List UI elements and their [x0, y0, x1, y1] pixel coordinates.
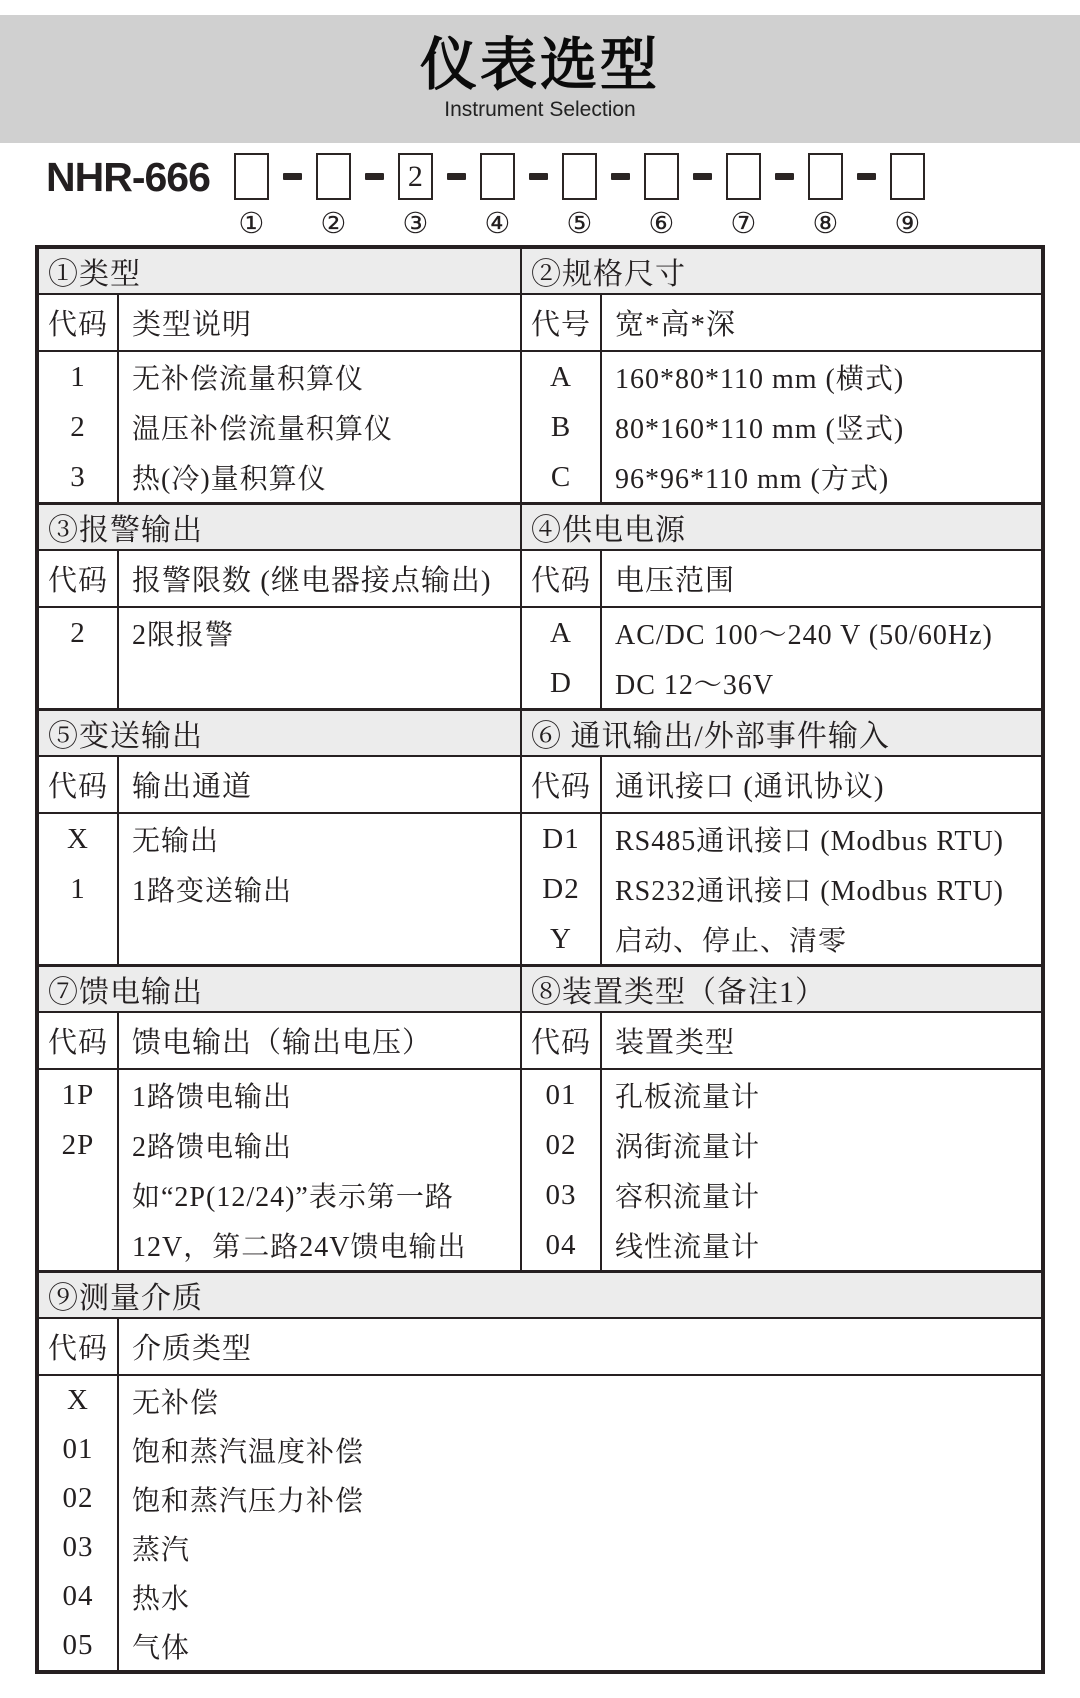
row-desc: 饱和蒸汽压力补偿 [132, 1485, 365, 1517]
row-desc: 2限报警 [132, 620, 235, 651]
model-code-line [46, 153, 1080, 239]
row-code [39, 1170, 119, 1220]
row-desc: 孔板流量计 [615, 1082, 761, 1113]
code-header: 代码 [39, 295, 119, 350]
row-code: D [522, 658, 602, 708]
dash-separator-icon [693, 173, 712, 180]
row-code: 04 [39, 1572, 119, 1621]
column-header-row [522, 757, 1041, 814]
row-desc: 96*96*110 mm (方式) [615, 464, 890, 495]
desc-header: 宽*高*深 [615, 309, 737, 341]
row-desc: 无输出 [132, 826, 220, 857]
section-title: ⑨测量介质 [39, 1273, 1041, 1319]
section-title: ⑤变送输出 [39, 711, 520, 757]
code-header: 代码 [39, 1013, 119, 1068]
section-alarm-output [39, 505, 522, 708]
table-row [522, 864, 1041, 914]
dash-separator-icon [283, 173, 302, 180]
row-code: X [39, 1376, 119, 1425]
model-slot [726, 153, 761, 239]
page-title: 仪表选型 [420, 33, 660, 98]
code-header: 代号 [522, 295, 602, 350]
row-code: B [522, 402, 602, 452]
filler-row [39, 658, 520, 708]
table-row [522, 452, 1041, 502]
model-box [316, 153, 351, 200]
row-desc: 12V，第二路24V馈电输出 [132, 1232, 467, 1263]
section-title: ④供电电源 [522, 505, 1041, 551]
row-code: X [39, 814, 119, 864]
model-slot [316, 153, 351, 239]
dash-separator-icon [529, 173, 548, 180]
row-code: 02 [522, 1120, 602, 1170]
model-slot [808, 153, 843, 239]
table-row [39, 864, 520, 914]
desc-header: 输出通道 [132, 771, 253, 803]
column-header-row [39, 295, 520, 352]
row-desc: 容积流量计 [615, 1182, 761, 1213]
row-code: 02 [39, 1474, 119, 1523]
section-title: ①类型 [39, 249, 520, 295]
model-box [890, 153, 925, 200]
table-row [39, 608, 520, 658]
model-slot-label: ③ [402, 208, 429, 240]
section-communication [522, 711, 1041, 964]
table-row [39, 1220, 520, 1270]
table-row [522, 658, 1041, 708]
dash-separator-icon [611, 173, 630, 180]
table-row [39, 1621, 1041, 1670]
section-dimensions [522, 249, 1041, 502]
row-desc: 气体 [132, 1632, 191, 1664]
row-desc: 1路变送输出 [132, 876, 293, 907]
table-row [39, 402, 520, 452]
table-row [39, 1120, 520, 1170]
row-desc: 无补偿流量积算仪 [132, 364, 365, 395]
row-code: C [522, 452, 602, 502]
row-desc: 温压补偿流量积算仪 [132, 414, 394, 445]
rows [39, 1376, 1041, 1670]
model-box [808, 153, 843, 200]
desc-header: 馈电输出（输出电压） [132, 1027, 433, 1059]
section-title: ⑥ 通讯输出/外部事件输入 [522, 711, 1041, 757]
row-code: 1 [39, 352, 119, 402]
row-code: 1P [39, 1070, 119, 1120]
column-header-row [39, 1013, 520, 1070]
row-desc: 启动、停止、清零 [615, 926, 848, 957]
table-row [39, 352, 520, 402]
model-box [480, 153, 515, 200]
rows [39, 814, 520, 964]
table-row [522, 1220, 1041, 1270]
row-code: Y [522, 914, 602, 964]
model-slot-label: ⑧ [812, 208, 839, 240]
row-desc: 热(冷)量积算仪 [132, 464, 327, 495]
code-header: 代码 [522, 757, 602, 812]
row-code: A [522, 352, 602, 402]
table-group-4 [39, 964, 1041, 1270]
rows [522, 1070, 1041, 1270]
code-header: 代码 [39, 757, 119, 812]
section-power-supply [522, 505, 1041, 708]
dash-separator-icon [447, 173, 466, 180]
row-code: 05 [39, 1621, 119, 1670]
row-code: 01 [39, 1425, 119, 1474]
column-header-row [39, 1319, 1041, 1376]
model-box [726, 153, 761, 200]
table-group-2 [39, 502, 1041, 708]
dash-separator-icon [365, 173, 384, 180]
model-slot-label: ④ [484, 208, 511, 240]
rows [522, 352, 1041, 502]
model-box [644, 153, 679, 200]
table-row [522, 608, 1041, 658]
model-slot [234, 153, 269, 239]
code-header: 代码 [522, 1013, 602, 1068]
selection-table [35, 245, 1045, 1674]
dash-separator-icon [857, 173, 876, 180]
row-code: 01 [522, 1070, 602, 1120]
rows [39, 608, 520, 708]
model-slot [562, 153, 597, 239]
table-row [39, 1070, 520, 1120]
rows [522, 814, 1041, 964]
row-code: 03 [39, 1523, 119, 1572]
table-row [522, 1070, 1041, 1120]
row-code: D1 [522, 814, 602, 864]
model-box-value: 2 [407, 159, 423, 193]
rows [522, 608, 1041, 708]
model-slot-label: ① [238, 208, 265, 240]
row-desc: 涡街流量计 [615, 1132, 761, 1163]
model-slot-label: ⑨ [894, 208, 921, 240]
row-code: D2 [522, 864, 602, 914]
row-desc: AC/DC 100～240 V (50/60Hz) [615, 620, 993, 651]
table-row [39, 1170, 520, 1220]
column-header-row [522, 551, 1041, 608]
section-title: ⑧装置类型（备注1） [522, 967, 1041, 1013]
section-title: ③报警输出 [39, 505, 520, 551]
page-banner [0, 15, 1080, 143]
code-header: 代码 [39, 1319, 119, 1374]
row-code: 04 [522, 1220, 602, 1270]
table-row [522, 814, 1041, 864]
table-row [522, 1170, 1041, 1220]
model-prefix: NHR-666 [46, 154, 210, 200]
rows [39, 352, 520, 502]
model-slot [480, 153, 515, 239]
table-row [522, 402, 1041, 452]
model-slot-label: ⑤ [566, 208, 593, 240]
row-desc: 无补偿 [132, 1387, 220, 1419]
code-header: 代码 [522, 551, 602, 606]
table-row [39, 814, 520, 864]
row-code: 1 [39, 864, 119, 914]
row-desc: RS485通讯接口 (Modbus RTU) [615, 826, 1005, 857]
table-group-3 [39, 708, 1041, 964]
model-box [398, 153, 433, 200]
section-title: ②规格尺寸 [522, 249, 1041, 295]
model-slot-label: ② [320, 208, 347, 240]
row-desc: 160*80*110 mm (横式) [615, 364, 905, 395]
page-subtitle: Instrument Selection [444, 97, 636, 121]
dash-separator-icon [775, 173, 794, 180]
column-header-row [39, 757, 520, 814]
section-type [39, 249, 522, 502]
row-code [39, 1220, 119, 1270]
row-desc: RS232通讯接口 (Modbus RTU) [615, 876, 1005, 907]
table-row [522, 1120, 1041, 1170]
code-header: 代码 [39, 551, 119, 606]
table-row [39, 1572, 1041, 1621]
model-slot-label: ⑦ [730, 208, 757, 240]
model-slot-label: ⑥ [648, 208, 675, 240]
row-desc: 线性流量计 [615, 1232, 761, 1263]
table-row [39, 1376, 1041, 1425]
table-row [522, 914, 1041, 964]
row-desc: 1路馈电输出 [132, 1082, 293, 1113]
section-title: ⑦馈电输出 [39, 967, 520, 1013]
desc-header: 装置类型 [615, 1027, 736, 1059]
row-desc: 蒸汽 [132, 1534, 191, 1566]
table-group-5 [39, 1270, 1041, 1670]
model-slot [398, 153, 433, 239]
column-header-row [522, 295, 1041, 352]
row-desc: 2路馈电输出 [132, 1132, 293, 1163]
row-desc: 80*160*110 mm (竖式) [615, 414, 905, 445]
desc-header: 介质类型 [132, 1333, 253, 1365]
table-row [39, 452, 520, 502]
desc-header: 通讯接口 (通讯协议) [615, 771, 885, 803]
row-desc: 热水 [132, 1583, 191, 1615]
table-group-1 [39, 249, 1041, 502]
section-device-type [522, 967, 1041, 1270]
filler-row [39, 914, 520, 964]
model-slot [644, 153, 679, 239]
model-box [234, 153, 269, 200]
model-box [562, 153, 597, 200]
table-row [522, 352, 1041, 402]
column-header-row [39, 551, 520, 608]
column-header-row [522, 1013, 1041, 1070]
row-desc: 饱和蒸汽温度补偿 [132, 1436, 365, 1468]
section-transmission-output [39, 711, 522, 964]
row-code: A [522, 608, 602, 658]
table-row [39, 1425, 1041, 1474]
desc-header: 报警限数 (继电器接点输出) [132, 565, 492, 597]
table-row [39, 1474, 1041, 1523]
section-feed-output [39, 967, 522, 1270]
model-slot [890, 153, 925, 239]
row-code: 2 [39, 608, 119, 658]
rows [39, 1070, 520, 1270]
desc-header: 电压范围 [615, 565, 736, 597]
row-code: 3 [39, 452, 119, 502]
row-code: 03 [522, 1170, 602, 1220]
row-desc: 如“2P(12/24)”表示第一路 [132, 1182, 454, 1213]
row-desc: DC 12～36V [615, 670, 775, 701]
row-code: 2P [39, 1120, 119, 1170]
section-measured-medium [39, 1273, 1041, 1670]
row-code: 2 [39, 402, 119, 452]
table-row [39, 1523, 1041, 1572]
desc-header: 类型说明 [132, 309, 253, 341]
